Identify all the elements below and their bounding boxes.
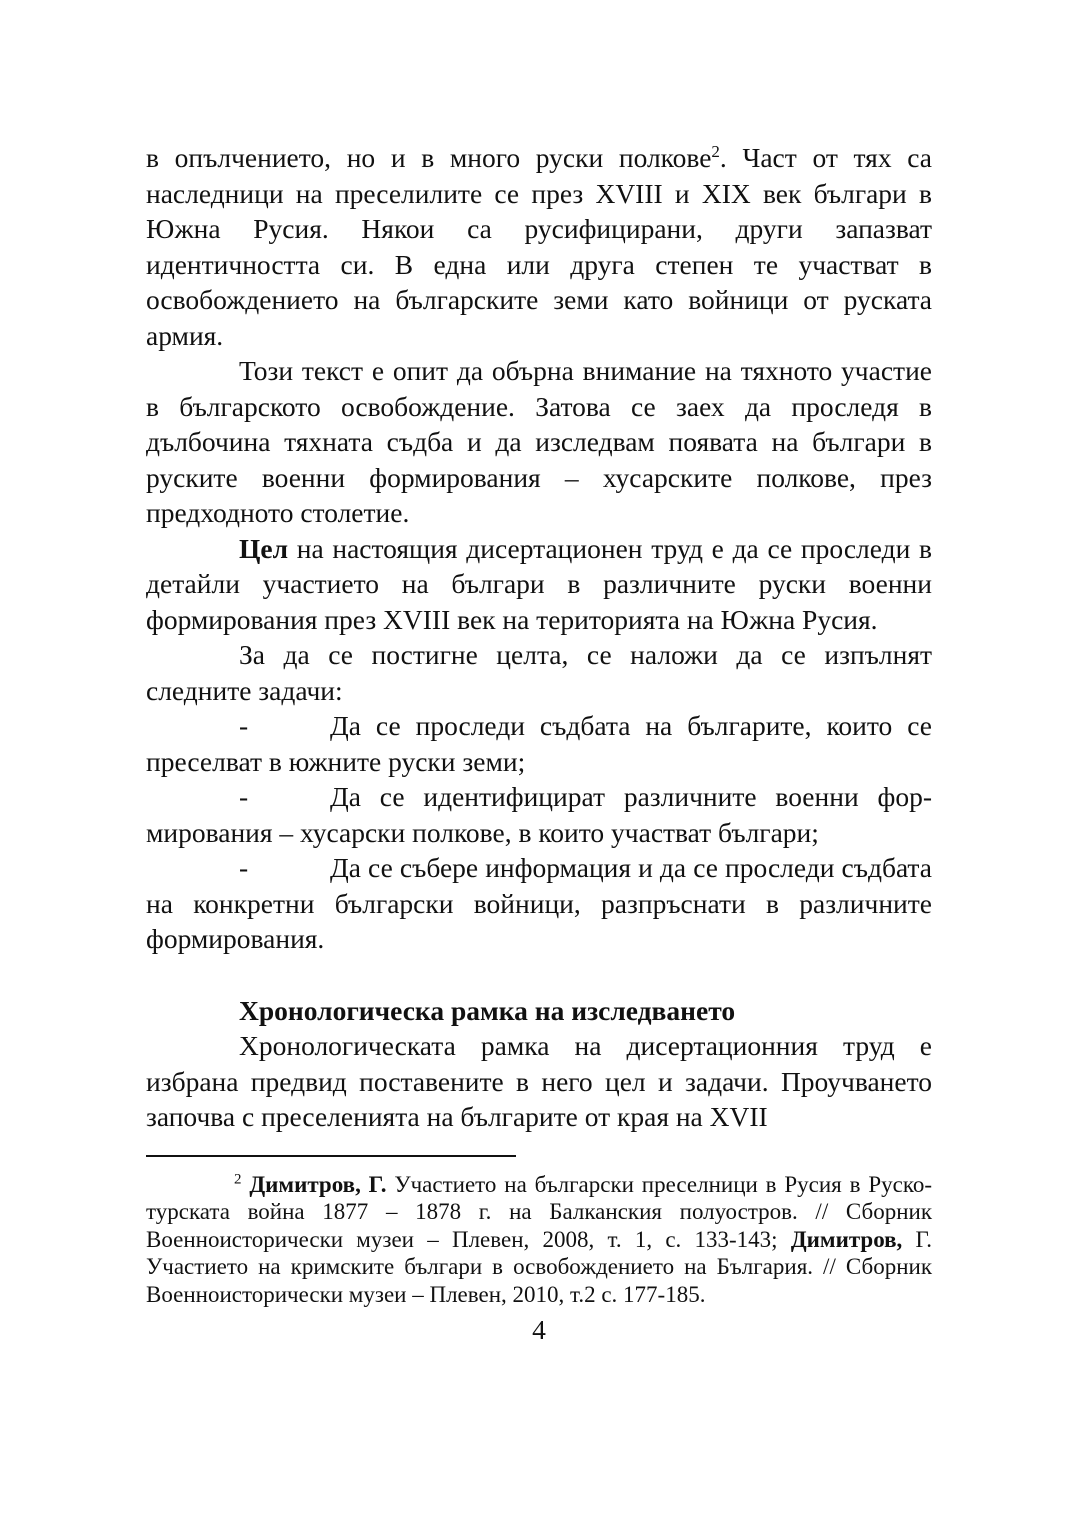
footnote-author-1: Димитров, Г. (249, 1171, 387, 1197)
paragraph-1-end: . Част от тях са наследници на преселилите се през XVIII и XIX век българи в Южна Русия. Някои са русифицирани, други запазват идентичността си. В една или друга степен те участват в освобождението на българските земи като войници от руската армия. (146, 142, 932, 351)
paragraph-tasks-intro: За да се постигне целта, се наложи да се изпълнят следните задачи: (146, 639, 932, 706)
footnote-text-1: Участието на български преселници в Русия в Руско-турската война 1877 – 1878 г. на Балканския полуостров. // Сборник Военноисторически музеи – Плевен, 2008, т. 1, с. 133-143; (146, 1171, 932, 1252)
section-paragraph: Хронологическата рамка на дисертационния труд е избрана предвид поставените в него цел и задачи. Проучването започва с преселенията на българите от края на XVII (146, 1030, 932, 1132)
paragraph-1-start: в опълчението, но и в много руски полкове (146, 142, 712, 173)
task-text: Да се събере информация и да се проследи съдбата на конкретни български войници, разпръснати в различните формирования. (146, 852, 932, 954)
footnote-reference: 2 (711, 141, 720, 161)
section-heading: Хронологическа рамка на изследването (239, 994, 736, 1026)
footnote-marker: 2 (234, 1170, 242, 1187)
task-text: Да се идентифицират различните военни формирования – хусарски полкове, в които участват българи; (146, 781, 932, 848)
task-text: Да се проследи съдбата на българите, които се преселват в южните руски земи; (146, 710, 932, 777)
task-item (146, 850, 932, 957)
footnote-text-2: Г. Участието на кримските българи в освобождението на България. // Сборник Военноисторически музеи – Плевен, 2010, т.2 с. 177-185. (146, 1226, 932, 1307)
goal-label: Цел (239, 532, 289, 564)
document-page (146, 140, 932, 1346)
goal-text: на настоящия дисертационен труд е да се проследи в детайли участието на българи в различните руски военни формирования през XVIII век на територията на Южна Русия. (146, 532, 932, 635)
task-dash: - (239, 781, 249, 812)
paragraph-goal (146, 531, 932, 638)
footnote (146, 1171, 932, 1309)
paragraph-1 (146, 140, 932, 353)
task-item (146, 779, 932, 850)
page-number: 4 (532, 1314, 546, 1345)
paragraph-2: Този текст е опит да обърна внимание на тяхното участие в българското освобождение. Затова се заех да проследя в дълбочина тяхната съдба и да изследвам появата на българи в руските военни формирования – хусарските полкове, през предходното столетие. (146, 355, 932, 528)
main-text (146, 140, 932, 1135)
footnote-author-2: Димитров, (790, 1226, 903, 1252)
task-item (146, 708, 932, 779)
task-dash: - (239, 710, 249, 741)
task-dash: - (239, 852, 249, 883)
footnote-separator (146, 1155, 516, 1157)
